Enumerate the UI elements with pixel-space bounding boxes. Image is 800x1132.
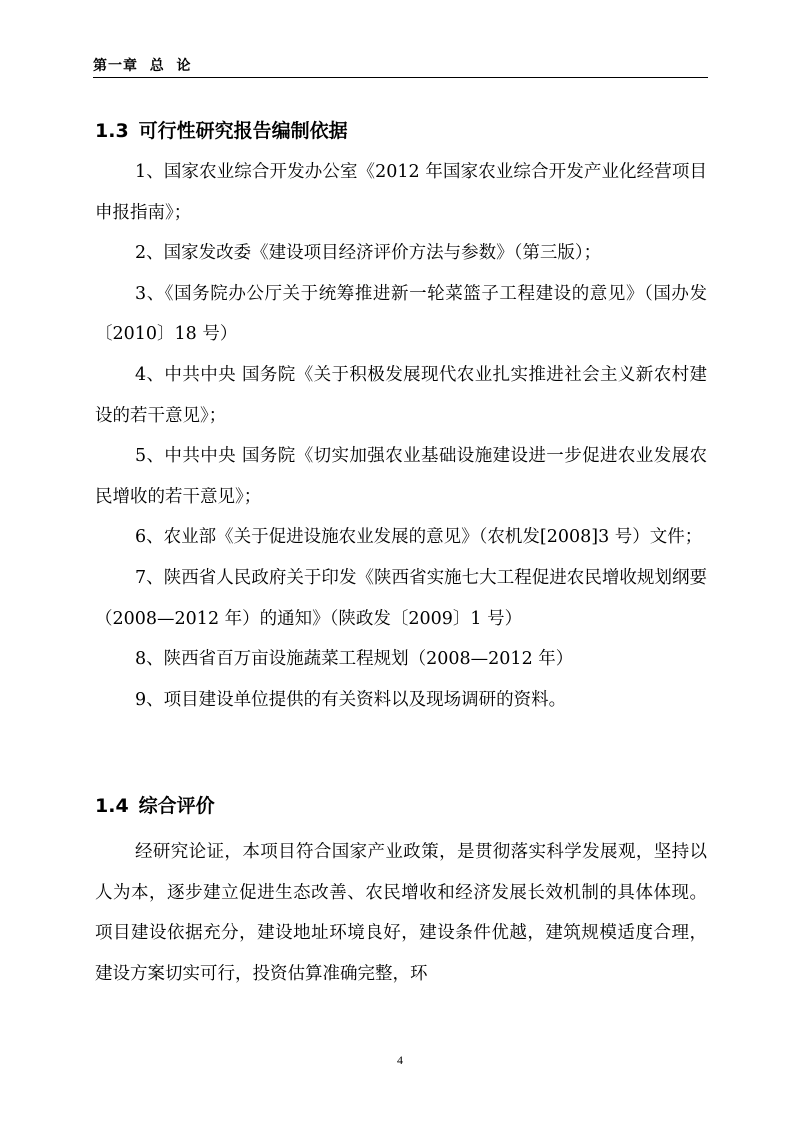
section-heading-1-3 bbox=[95, 119, 348, 143]
basis-item-3: 3、《国务院办公厅关于统筹推进新一轮菜篮子工程建设的意见》（国办发〔2010〕18 号） bbox=[95, 283, 707, 345]
section-number: 1.4 bbox=[95, 795, 129, 817]
evaluation-body bbox=[95, 832, 707, 994]
header-rule bbox=[93, 77, 708, 78]
basis-item-5: 5、中共中央 国务院《切实加强农业基础设施建设进一步促进农业发展农民增收的若干意见》； bbox=[95, 446, 707, 507]
basis-item-2: 2、国家发改委《建设项目经济评价方法与参数》（第三版）； bbox=[135, 243, 602, 264]
page-number: 4 bbox=[397, 1053, 403, 1067]
section-number: 1.3 bbox=[95, 120, 129, 142]
basis-item-7: 7、陕西省人民政府关于印发《陕西省实施七大工程促进农民增收规划纲要（2008—2012 年）的通知》（陕政发〔2009〕1 号） bbox=[95, 567, 707, 629]
basis-item-6: 6、农业部《关于促进设施农业发展的意见》（农机发[2008]3 号）文件； bbox=[135, 527, 703, 548]
section-title: 可行性研究报告编制依据 bbox=[138, 120, 348, 142]
basis-item-8: 8、陕西省百万亩设施蔬菜工程规划（2008—2012 年） bbox=[135, 649, 574, 670]
basis-item-1: 1、国家农业综合开发办公室《2012 年国家农业综合开发产业化经营项目申报指南》； bbox=[95, 162, 707, 223]
running-header: 第一章 总 论 bbox=[93, 58, 192, 74]
basis-item-4: 4、中共中央 国务院《关于积极发展现代农业扎实推进社会主义新农村建设的若干意见》； bbox=[95, 364, 707, 426]
section-title: 综合评价 bbox=[138, 795, 215, 817]
section-heading-1-4 bbox=[95, 794, 215, 818]
basis-list bbox=[95, 152, 707, 720]
evaluation-paragraph: 经研究论证，本项目符合国家产业政策，是贯彻落实科学发展观，坚持以人为本，逐步建立促进生态改善、农民增收和经济发展长效机制的具体体现。项目建设依据充分，建设地址环境良好，建设条件优越，建筑规模适度合理，建设方案切实可行，投资估算准确完整，环 bbox=[95, 842, 707, 984]
basis-item-9: 9、项目建设单位提供的有关资料以及现场调研的资料。 bbox=[135, 689, 567, 710]
